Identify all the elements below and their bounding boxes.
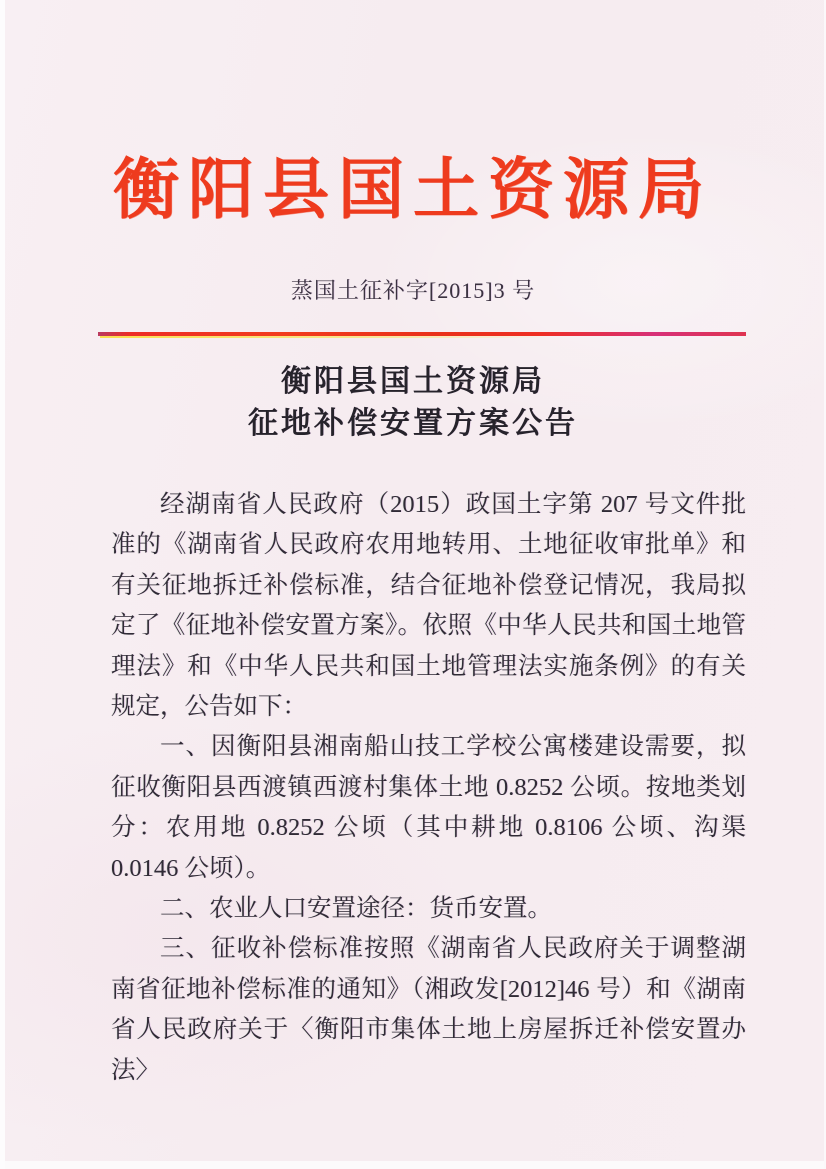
doc-number: 蒸国土征补字[2015]3 号 — [290, 278, 536, 303]
red-separator-line — [98, 332, 746, 336]
doc-title-line-2: 征地补偿安置方案公告 — [248, 407, 578, 440]
doc-title-line-1: 衡阳县国土资源局 — [281, 365, 545, 398]
body-paragraph: 一、因衡阳县湘南船山技工学校公寓楼建设需要，拟征收衡阳县西渡镇西渡村集体土地 0.8252 公顷。按地类划分：农用地 0.8252 公顷（其中耕地 0.8106 公顷、沟渠 0.0146 公顷）。 — [111, 733, 746, 882]
body-paragraph: 三、征收补偿标准按照《湖南省人民政府关于调整湖南省征地补偿标准的通知》（湘政发[2012]46 号）和《湖南省人民政府关于〈衡阳市集体土地上房屋拆迁补偿安置办法〉 — [111, 935, 746, 1084]
doc-title — [0, 361, 826, 445]
document-body — [111, 485, 746, 1091]
agency-header: 衡阳县国土资源局 — [113, 154, 713, 227]
body-paragraph: 二、农业人口安置途径：货币安置。 — [160, 895, 552, 923]
body-paragraph: 经湖南省人民政府（2015）政国土字第 207 号文件批准的《湖南省人民政府农用地转用、土地征收审批单》和有关征地拆迁补偿标准，结合征地补偿登记情况，我局拟定了《征地补偿安置方案》。依照《中华人民共和国土地管理法》和《中华人民共和国土地管理法实施条例》的有关规定，公告如下： — [111, 491, 746, 721]
